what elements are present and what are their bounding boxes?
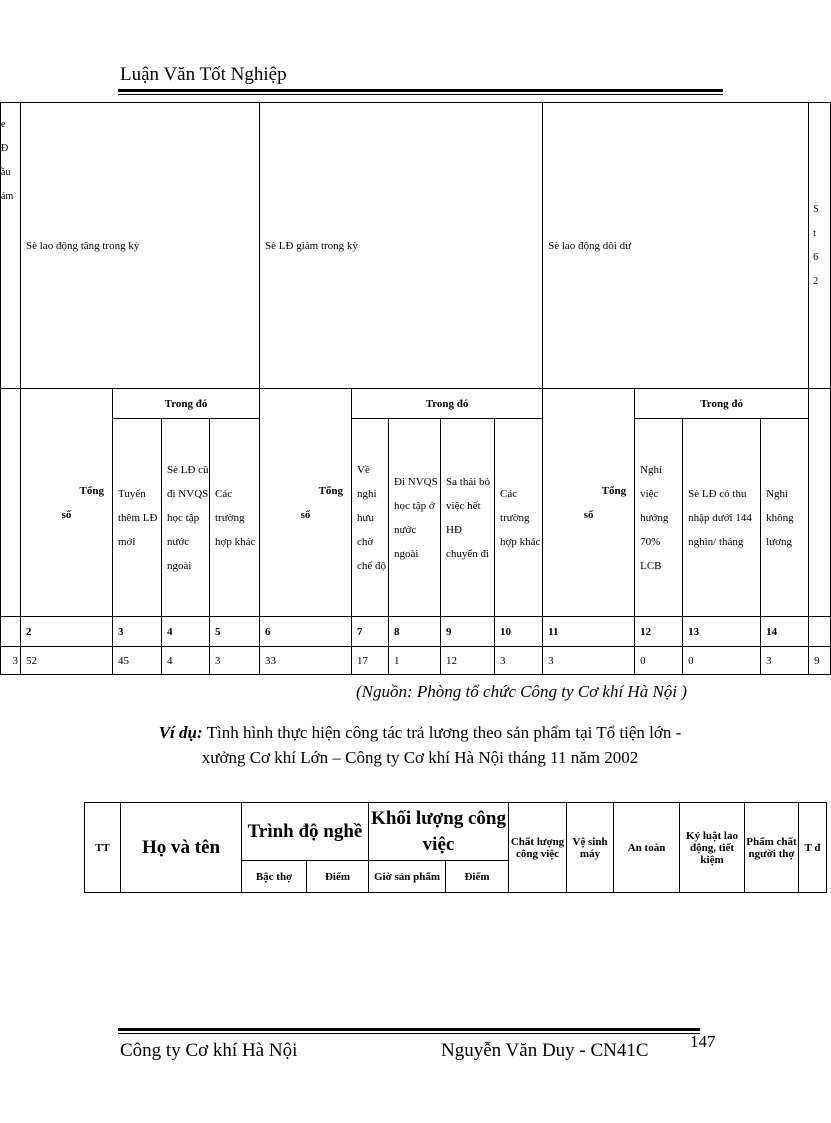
value-cell: 0 <box>635 647 683 675</box>
source-note: (Nguồn: Phòng tổ chức Công ty Cơ khí Hà Nội ) <box>356 682 687 701</box>
value-cell: 3 <box>761 647 809 675</box>
subhead-group2: Trong đó <box>352 389 543 419</box>
total-label-top: Tổng <box>318 484 344 497</box>
column-header: Sa thải bỏ việc hết HĐ chuyển đi <box>441 419 495 617</box>
index-cell: 4 <box>162 617 210 647</box>
index-cell: 10 <box>495 617 543 647</box>
right-cut-text: S <box>813 203 819 215</box>
col-character: Phẩm chất người thợ <box>745 803 799 893</box>
footer-company: Công ty Cơ khí Hà Nội <box>120 1040 298 1061</box>
header-rule-thin <box>118 94 723 95</box>
value-cell: 52 <box>21 647 113 675</box>
value-cell: 3 <box>210 647 260 675</box>
left-cut-text: e <box>1 119 6 130</box>
left-cut-text: ầu <box>1 167 11 178</box>
example-line1: Tình hình thực hiện công tác trả lương theo sản phẩm tại Tổ tiện lớn - <box>202 723 682 742</box>
col-discipline: Kỷ luật lao động, tiết kiệm <box>680 803 745 893</box>
page-number: 147 <box>690 1032 716 1051</box>
col-safety: An toàn <box>614 803 680 893</box>
subhead-group1: Trong đó <box>113 389 260 419</box>
column-header: Sè LĐ cũ đi NVQS học tập nước ngoài <box>162 419 210 617</box>
index-row <box>1 617 831 647</box>
column-header: Các trường hợp khác <box>210 419 260 617</box>
value-cell: 9 <box>809 647 831 675</box>
left-cut-text: ảm <box>1 191 14 202</box>
col-quality: Chất lượng công việc <box>509 803 567 893</box>
value-cell: 3 <box>495 647 543 675</box>
column-header: Các trường hợp khác <box>495 419 543 617</box>
col-skill: Trình độ nghề <box>242 803 369 861</box>
right-cut-cell <box>809 103 831 389</box>
index-cell: 11 <box>543 617 635 647</box>
example-lead: Ví dụ: <box>158 723 203 742</box>
group-heading-increase: Sè lao động tăng trong kỳ <box>21 103 260 389</box>
example-paragraph <box>100 720 740 770</box>
group-heading-surplus: Sè lao động dôi dư <box>543 103 809 389</box>
value-cell: 45 <box>113 647 162 675</box>
total-cell-group1 <box>21 389 113 617</box>
col-volume-points: Điểm <box>446 861 509 893</box>
index-cell: 7 <box>352 617 389 647</box>
index-cell: 14 <box>761 617 809 647</box>
value-cell: 1 <box>389 647 441 675</box>
total-label-bottom: số <box>61 508 72 521</box>
value-cell: 3 <box>1 647 21 675</box>
total-label-top: Tổng <box>601 484 627 497</box>
left-cut-cell <box>1 103 21 389</box>
group-heading-decrease: Sè LĐ giảm trong kỳ <box>260 103 543 389</box>
col-hygiene: Vệ sinh máy <box>567 803 614 893</box>
index-cell <box>1 617 21 647</box>
page-header-title: Luận Văn Tốt Nghiệp <box>120 64 287 85</box>
value-cell: 12 <box>441 647 495 675</box>
col-volume: Khối lượng công việc <box>369 803 509 861</box>
col-skill-points: Điểm <box>307 861 369 893</box>
col-cut: T đ <box>799 803 827 893</box>
left-cut-text: Đ <box>1 143 9 154</box>
index-cell: 12 <box>635 617 683 647</box>
column-header: Nghỉ việc hưởng 70% LCB <box>635 419 683 617</box>
value-row <box>1 647 831 675</box>
index-cell: 2 <box>21 617 113 647</box>
subhead-group3: Trong đó <box>635 389 809 419</box>
value-cell: 0 <box>683 647 761 675</box>
right-cut-text: t <box>813 227 816 239</box>
index-cell <box>809 617 831 647</box>
index-cell: 9 <box>441 617 495 647</box>
total-label-top: Tổng <box>79 484 104 497</box>
left-cut-blank <box>1 389 21 617</box>
col-skill-grade: Bậc thợ <box>242 861 307 893</box>
labor-statistics-table <box>0 102 831 675</box>
footer-author: Nguyễn Văn Duy - CN41C <box>441 1040 649 1061</box>
total-cell-group3 <box>543 389 635 617</box>
total-label-bottom: số <box>300 508 311 521</box>
right-cut-text: 6 <box>813 251 819 263</box>
index-cell: 13 <box>683 617 761 647</box>
value-cell: 4 <box>162 647 210 675</box>
column-header: Sè LĐ có thu nhập dưới 144 nghìn/ tháng <box>683 419 761 617</box>
example-line2: xưởng Cơ khí Lớn – Công ty Cơ khí Hà Nội tháng 11 năm 2002 <box>201 748 639 767</box>
column-header: Đi NVQS học tập ở nước ngoài <box>389 419 441 617</box>
index-cell: 3 <box>113 617 162 647</box>
column-header: Nghỉ không lương <box>761 419 809 617</box>
column-header: Về nghỉ hưu chờ chế độ <box>352 419 389 617</box>
value-cell: 33 <box>260 647 352 675</box>
right-cut-blank <box>809 389 831 617</box>
index-cell: 6 <box>260 617 352 647</box>
value-cell: 3 <box>543 647 635 675</box>
right-cut-text: 2 <box>813 275 819 287</box>
wage-evaluation-table <box>84 802 827 893</box>
column-header: Tuyển thêm LĐ mới <box>113 419 162 617</box>
header-rule-thick <box>118 89 723 92</box>
col-volume-hours: Giờ sản phẩm <box>369 861 446 893</box>
col-tt: TT <box>85 803 121 893</box>
total-cell-group2 <box>260 389 352 617</box>
total-label-bottom: số <box>583 508 594 521</box>
index-cell: 5 <box>210 617 260 647</box>
index-cell: 8 <box>389 617 441 647</box>
footer-rule-thin <box>118 1033 700 1034</box>
col-name: Họ và tên <box>121 803 242 893</box>
value-cell: 17 <box>352 647 389 675</box>
footer-rule-thick <box>118 1028 700 1031</box>
